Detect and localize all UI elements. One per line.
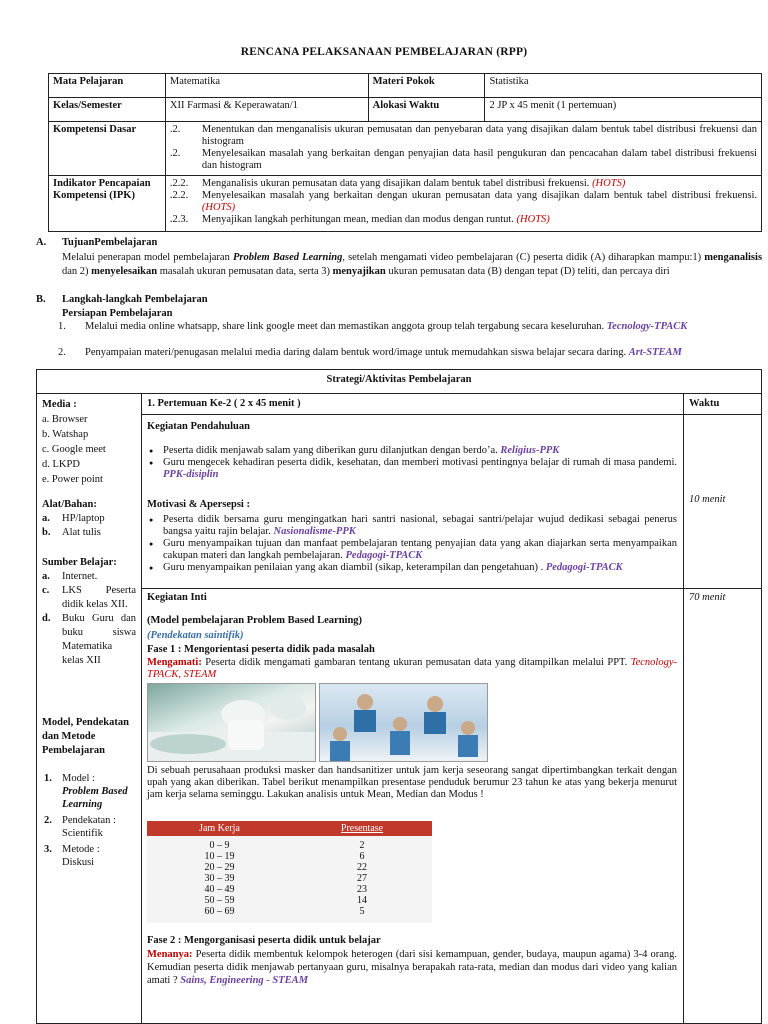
pertemuan-label: 1. Pertemuan Ke-2 ( 2 x 45 menit ) — [147, 398, 301, 409]
table-header: Presentase — [292, 821, 432, 836]
table-row: 50 – 59 14 — [147, 895, 432, 906]
pendahuluan-heading: Kegiatan Pendahuluan — [147, 421, 250, 432]
list-num: 1. — [58, 321, 66, 332]
table-header: Jam Kerja — [147, 821, 292, 836]
ipk-item — [170, 190, 757, 214]
ipk-item — [170, 178, 757, 190]
sumber-label: Sumber Belajar: — [42, 557, 117, 568]
waktu-pendahuluan: 10 menit — [689, 494, 726, 505]
materi-label: Materi Pokok — [368, 74, 485, 98]
table-row: 10 – 19 6 — [147, 851, 432, 862]
list-item: Penyampaian materi/penugasan melalui media daring dalam bentuk word/image untuk memudahkan siswa belajar secara daring. Art-STEAM — [85, 347, 682, 358]
alat-label: Alat/Bahan: — [42, 499, 97, 510]
section-b-letter: B. — [36, 294, 46, 305]
materi-value: Statistika — [485, 74, 762, 98]
section-a-heading: TujuanPembelajaran — [62, 237, 158, 248]
hots-tag: (HOTS) — [592, 178, 626, 189]
factory-photo — [147, 683, 316, 762]
problem-text: Di sebuah perusahaan produksi masker dan handsanitizer untuk jam kerja seseorang sangat dipertimbangkan terkait dengan upah yang akan diberikan. Tabel berikut menampilkan presentase penduduk berumur 23 tahun ke atas yang bekerja menurut jam kerja selama seminggu. Lakukan analisis untuk Mean, Median dan Modus ! — [147, 765, 677, 800]
fase2-heading: Fase 2 : Mengorganisasi peserta didik untuk belajar — [147, 935, 381, 946]
data-table — [147, 821, 432, 923]
persiapan-heading: Persiapan Pembelajaran — [62, 308, 173, 319]
kd-num: .2. — [169, 148, 181, 159]
kd-item — [170, 148, 757, 172]
alat-column: Alat/Bahan: a. HP/laptop b. Alat tulis — [42, 498, 138, 540]
section-a-letter: A. — [36, 237, 47, 248]
inti-heading: Kegiatan Inti — [147, 592, 207, 603]
ipk-item — [170, 214, 757, 226]
page-title: RENCANA PELAKSANAAN PEMBELAJARAN (RPP) — [240, 46, 528, 58]
media-item: b. Watshap — [42, 429, 89, 440]
model-items: 1. Model : Problem Based Learning 2. Pendekatan : Scientifik 3. Metode : Diskusi — [44, 773, 128, 868]
menanya-text: Menanya: Peserta didik membentuk kelompok heterogen (dari sisi kemampuan, gender, budaya, maupun agama) 3-4 orang. Kemudian peserta didik menjawab pertanyaan guru, misalnya berapakah rata-rata, median dan modus dari video yang kalian amati ? Sains, Engineering - STEAM — [147, 949, 678, 986]
media-item: a. Browser — [42, 414, 88, 425]
table-row: 20 – 29 22 — [147, 862, 432, 873]
table-row: 60 – 69 5 — [147, 906, 432, 923]
kd-num: .2. — [169, 124, 181, 135]
ipk-text: Menyelesaikan masalah yang berkaitan dengan ukuran pemusatan data yang disajikan dalam bentuk tabel distribusi frekuensi. — [201, 190, 757, 201]
mengamati-text: Mengamati: Peserta didik mengamati gambaran tentang ukuran pemusatan data yang ditampilkan melalui PPT. Tecnology-TPACK, STEAM — [147, 657, 677, 680]
model-label: Model, Pendekatan dan Metode Pembelajaran — [42, 717, 129, 756]
media-item: c. Google meet — [42, 444, 106, 455]
list-item: ● Guru mengecek kehadiran peserta didik, kesehatan, dan memberi motivasi pentingnya belajar di rumah di masa pandemi. PPK-disiplin — [147, 457, 677, 481]
pendekatan-label: (Pendekatan saintifik) — [147, 630, 244, 641]
list-item: ● Guru menyampaikan penilaian yang akan diambil (sikap, keterampilan dan pengetahuan) . Pedagogi-TPACK — [147, 562, 677, 574]
kd-cell — [165, 122, 761, 176]
list-item: ● Peserta didik bersama guru mengingatkan hari santri nasional, sebagai santri/pelajar wujud dedikasi sebagai penerus bangsa yaitu rajin belajar. Nasionalisme-PPK — [147, 514, 677, 538]
motivasi-list — [147, 514, 677, 574]
list-num: 2. — [58, 347, 66, 358]
media-item: e. Power point — [42, 474, 103, 485]
kd-label: Kompetensi Dasar — [49, 122, 166, 176]
kd-text: Menyelesaikan masalah yang berkaitan dengan penyajian data hasil pengukuran dan pencacahan dalam tabel distribusi frekuensi dan histogram — [201, 148, 757, 171]
kelas-value: XII Farmasi & Keperawatan/1 — [165, 98, 368, 122]
motivasi-heading: Motivasi & Apersepsi : — [147, 499, 250, 510]
hots-tag: (HOTS) — [201, 202, 236, 213]
kelas-label: Kelas/Semester — [49, 98, 166, 122]
media-label: Media : — [42, 399, 77, 410]
alokasi-label: Alokasi Waktu — [368, 98, 485, 122]
media-column — [42, 397, 138, 487]
section-b-heading: Langkah-langkah Pembelajaran — [62, 294, 208, 305]
kd-item — [170, 124, 757, 148]
tpack-tag: Tecnology-TPACK — [606, 321, 688, 332]
ipk-num: .2.3. — [169, 214, 189, 225]
ipk-num: .2.2. — [169, 190, 189, 201]
alokasi-value: 2 JP x 45 menit (1 pertemuan) — [485, 98, 762, 122]
waktu-inti: 70 menit — [689, 592, 726, 603]
list-item: ● Peserta didik menjawab salam yang diberikan guru dilanjutkan dengan berdo’a. Religius-PPK — [147, 445, 677, 457]
waktu-label: Waktu — [689, 398, 720, 409]
ipk-label: Indikator Pencapaian Kompetensi (IPK) — [49, 176, 166, 232]
section-a-paragraph: Melalui penerapan model pembelajaran Problem Based Learning, setelah mengamati video pembelajaran (C) peserta didik (A) diharapkan mampu:1) menganalisis dan 2) menyelesaikan masalah ukuran pemusatan data, serta 3) menyajikan ukuran pemusatan data (B) dengan tepat (D) teliti, dan percaya diri — [62, 252, 763, 277]
kd-text: Menentukan dan menganalisis ukuran pemusatan dan penyebaran data yang disajikan dalam bentuk tabel distribusi frekuensi dan histogram — [201, 124, 757, 147]
hots-tag: (HOTS) — [516, 214, 550, 225]
list-item: Melalui media online whatsapp, share link google meet dan memastikan anggota group telah tergabung secara keseluruhan. Tecnology-TPACK — [85, 321, 688, 332]
pendahuluan-list — [147, 445, 677, 481]
ipk-cell — [165, 176, 761, 232]
media-item: d. LKPD — [42, 459, 80, 470]
model-pbl: (Model pembelajaran Problem Based Learning) — [147, 615, 363, 626]
mapel-value: Matematika — [165, 74, 368, 98]
strategy-header: Strategi/Aktivitas Pembelajaran — [326, 374, 472, 385]
table-row: 30 – 39 27 — [147, 873, 432, 884]
ipk-num: .2.2. — [169, 178, 189, 189]
ipk-text: Menyajikan langkah perhitungan mean, median dan modus dengan runtut. — [201, 214, 514, 225]
table-row: 40 – 49 23 — [147, 884, 432, 895]
lab-photo — [319, 683, 488, 762]
ipk-text: Menganalisis ukuran pemusatan data yang disajikan dalam bentuk tabel distribusi frekuensi. — [201, 178, 590, 189]
fase1-heading: Fase 1 : Mengorientasi peserta didik pada masalah — [147, 644, 375, 655]
steam-tag: Art-STEAM — [628, 347, 682, 358]
list-item: ● Guru menyampaikan tujuan dan manfaat pembelajaran tentang penyajian data yang akan diajarkan serta menyampaikan cakupan materi dan langkah pembelajaran. Pedagogi-TPACK — [147, 538, 677, 562]
sumber-column: Sumber Belajar: a. Internet. c. LKS Peserta didik kelas XII. d. Buku Guru dan buku siswa Matematika kelas XII — [42, 557, 136, 666]
mapel-label: Mata Pelajaran — [49, 74, 166, 98]
table-row: 0 – 9 2 — [147, 836, 432, 851]
info-table — [48, 73, 762, 232]
